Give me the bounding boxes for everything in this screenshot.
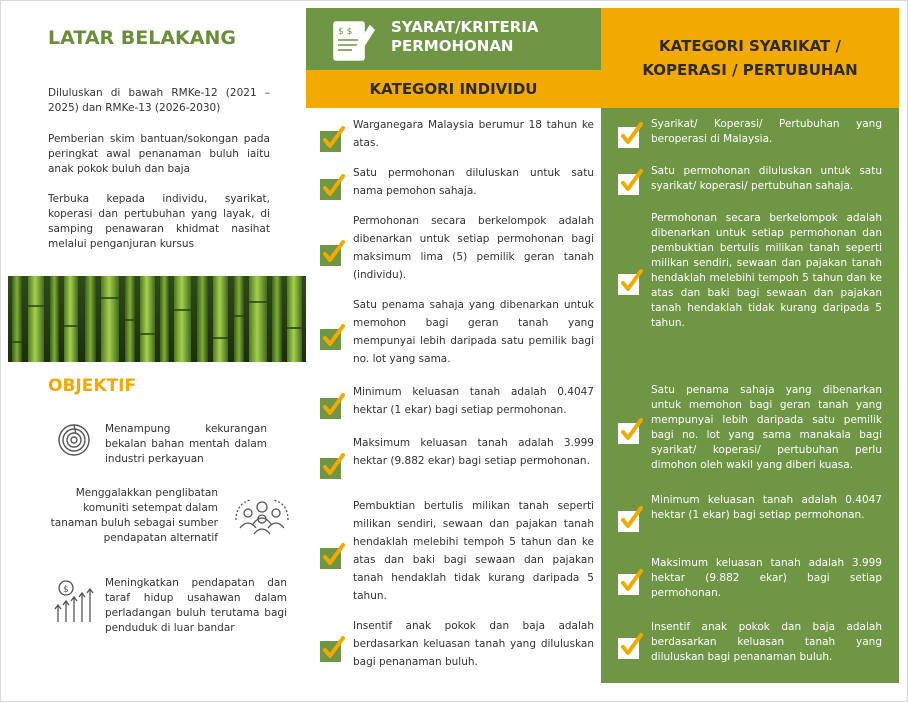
individu-criteria-item [320,116,596,152]
individu-criteria-text: Pembuktian bertulis milikan tanah seperti milikan sendiri, sewaan dan pajakan tanah hendaklah melebihi tempoh 5 tahun dan ke atas dan baki bagi sewaan dan pajakan tanah hendaklah tidak kurang daripada 5 tahun. [353,500,594,602]
syarikat-criteria-item [618,211,888,346]
checkmark-icon [618,122,644,148]
latar-paragraph-1: Diluluskan di bawah RMKe-12 (2021 – 2025) dan RMKe-13 (2026-2030) [48,87,270,114]
objektif-item-2: Menggalakkan penglibatan komuniti setempat dalam tanaman buluh sebagai sumber pendapatan alternatif [50,487,218,544]
syarikat-criteria-item [618,493,888,538]
individu-criteria-text: Warganegara Malaysia berumur 18 tahun ke atas. [353,119,594,149]
checkmark-icon [320,543,346,569]
individu-criteria-item [320,164,596,200]
latar-paragraph-3: Terbuka kepada individu, syarikat, koperasi dan pertubuhan yang layak, di samping penawaran khidmat nasihat melalui penganjuran kursus [48,193,270,250]
checkmark-icon [618,633,644,659]
individu-criteria-text: Satu penama sahaja yang dibenarkan untuk memohon bagi geran tanah yang mempunyai lebih daripada satu pemilik bagi no. lot yang sama. [353,299,594,365]
checkmark-icon [618,269,644,295]
syarikat-criteria-item [618,117,888,147]
individu-criteria-text: Permohonan secara berkelompok adalah dibenarkan untuk setiap permohonan bagi maksimum lima (5) pemilik geran tanah (individu). [353,215,594,281]
kategori-syarikat-title: KATEGORI SYARIKAT / KOPERASI / PERTUBUHAN [642,37,858,79]
syarikat-criteria-text: Insentif anak pokok dan baja adalah berdasarkan keluasan tanah yang diluluskan bagi penanaman buluh. [651,621,882,663]
syarikat-criteria-text: Satu permohonan diluluskan untuk satu syarikat/ koperasi/ pertubuhan sahaja. [651,165,882,192]
syarikat-criteria-text: Permohonan secara berkelompok adalah dibenarkan untuk setiap permohonan dan pembuktian bertulis milikan tanah seperti milikan sendiri, sewaan dan pajakan tanah hendaklah melebihi tempoh 5 tahun dan ke atas dan baki bagi sewaan dan pajakan tanah hendaklah tidak kurang daripada 5 tahun. [651,212,882,329]
checkmark-icon [618,506,644,532]
objektif-item-1: Menampung kekurangan bekalan bahan mentah dalam industri perkayuan [105,423,267,465]
checkmark-icon [320,240,346,266]
left-column [8,8,306,698]
wood-log-icon [56,422,92,462]
syarikat-criteria-text: Syarikat/ Koperasi/ Pertubuhan yang beroperasi di Malaysia. [651,118,882,145]
svg-text:$ $: $ $ [338,27,353,37]
document-checklist-icon [330,16,378,68]
syarikat-criteria-text: Minimum keluasan tanah adalah 0.4047 hektar (1 ekar) bagi setiap permohonan. [651,494,882,521]
syarikat-criteria-item [618,164,888,194]
syarat-header-title: SYARAT/KRITERIA PERMOHONAN [391,18,539,55]
checkmark-icon [320,324,346,350]
individu-criteria-text: Satu permohonan diluluskan untuk satu nama pemohon sahaja. [353,167,594,197]
individu-criteria-item [320,617,596,671]
individu-criteria-item [320,434,596,488]
syarat-header [306,8,601,70]
checkmark-icon [618,418,644,444]
kategori-individu-header [306,70,601,108]
syarikat-criteria-text: Satu penama sahaja yang dibenarkan untuk memohon bagi geran tanah yang mempunyai lebih daripada satu pemilik bagi no. lot yang sama manakala bagi syarikat/ koperasi/ pertubuhan perlu dimohon oleh wakil yang diberi kuasa. [651,384,882,471]
syarikat-criteria-item [618,383,888,473]
svg-text:$: $ [63,585,69,595]
checkmark-icon [320,453,346,479]
checkmark-icon [618,569,644,595]
checkmark-icon [320,126,346,152]
individu-criteria-text: Insentif anak pokok dan baja adalah berdasarkan keluasan tanah yang diluluskan bagi penanaman buluh. [353,620,594,668]
latar-paragraph-2: Pemberian skim bantuan/sokongan pada peringkat awal penanaman buluh iaitu anak pokok buluh dan baja [48,133,270,175]
syarikat-criteria-item [618,620,888,665]
individu-criteria-item [320,497,596,605]
individu-criteria-item [320,212,596,284]
individu-criteria-item [320,296,596,368]
checkmark-icon [320,636,346,662]
community-icon [234,498,290,540]
latar-belakang-title: LATAR BELAKANG [48,27,236,49]
income-growth-icon [52,578,96,626]
checkmark-icon [320,393,346,419]
syarikat-criteria-item [618,556,888,601]
individu-criteria-item [320,383,596,419]
bamboo-photo [8,276,306,362]
checkmark-icon [320,174,346,200]
kategori-syarikat-header [601,8,899,108]
syarikat-criteria-text: Maksimum keluasan tanah adalah 3.999 hektar (9.882 ekar) bagi setiap permohonan. [651,557,882,599]
individu-criteria-text: Maksimum keluasan tanah adalah 3.999 hektar (9.882 ekar) bagi setiap permohonan. [353,437,594,467]
objektif-title: OBJEKTIF [48,376,137,396]
kategori-individu-title: KATEGORI INDIVIDU [369,80,538,98]
individu-criteria-text: Minimum keluasan tanah adalah 0.4047 hektar (1 ekar) bagi setiap permohonan. [353,386,594,416]
checkmark-icon [618,169,644,195]
objektif-item-3: Meningkatkan pendapatan dan taraf hidup usahawan dalam perladangan buluh terutama bagi penduduk di luar bandar [105,577,287,634]
